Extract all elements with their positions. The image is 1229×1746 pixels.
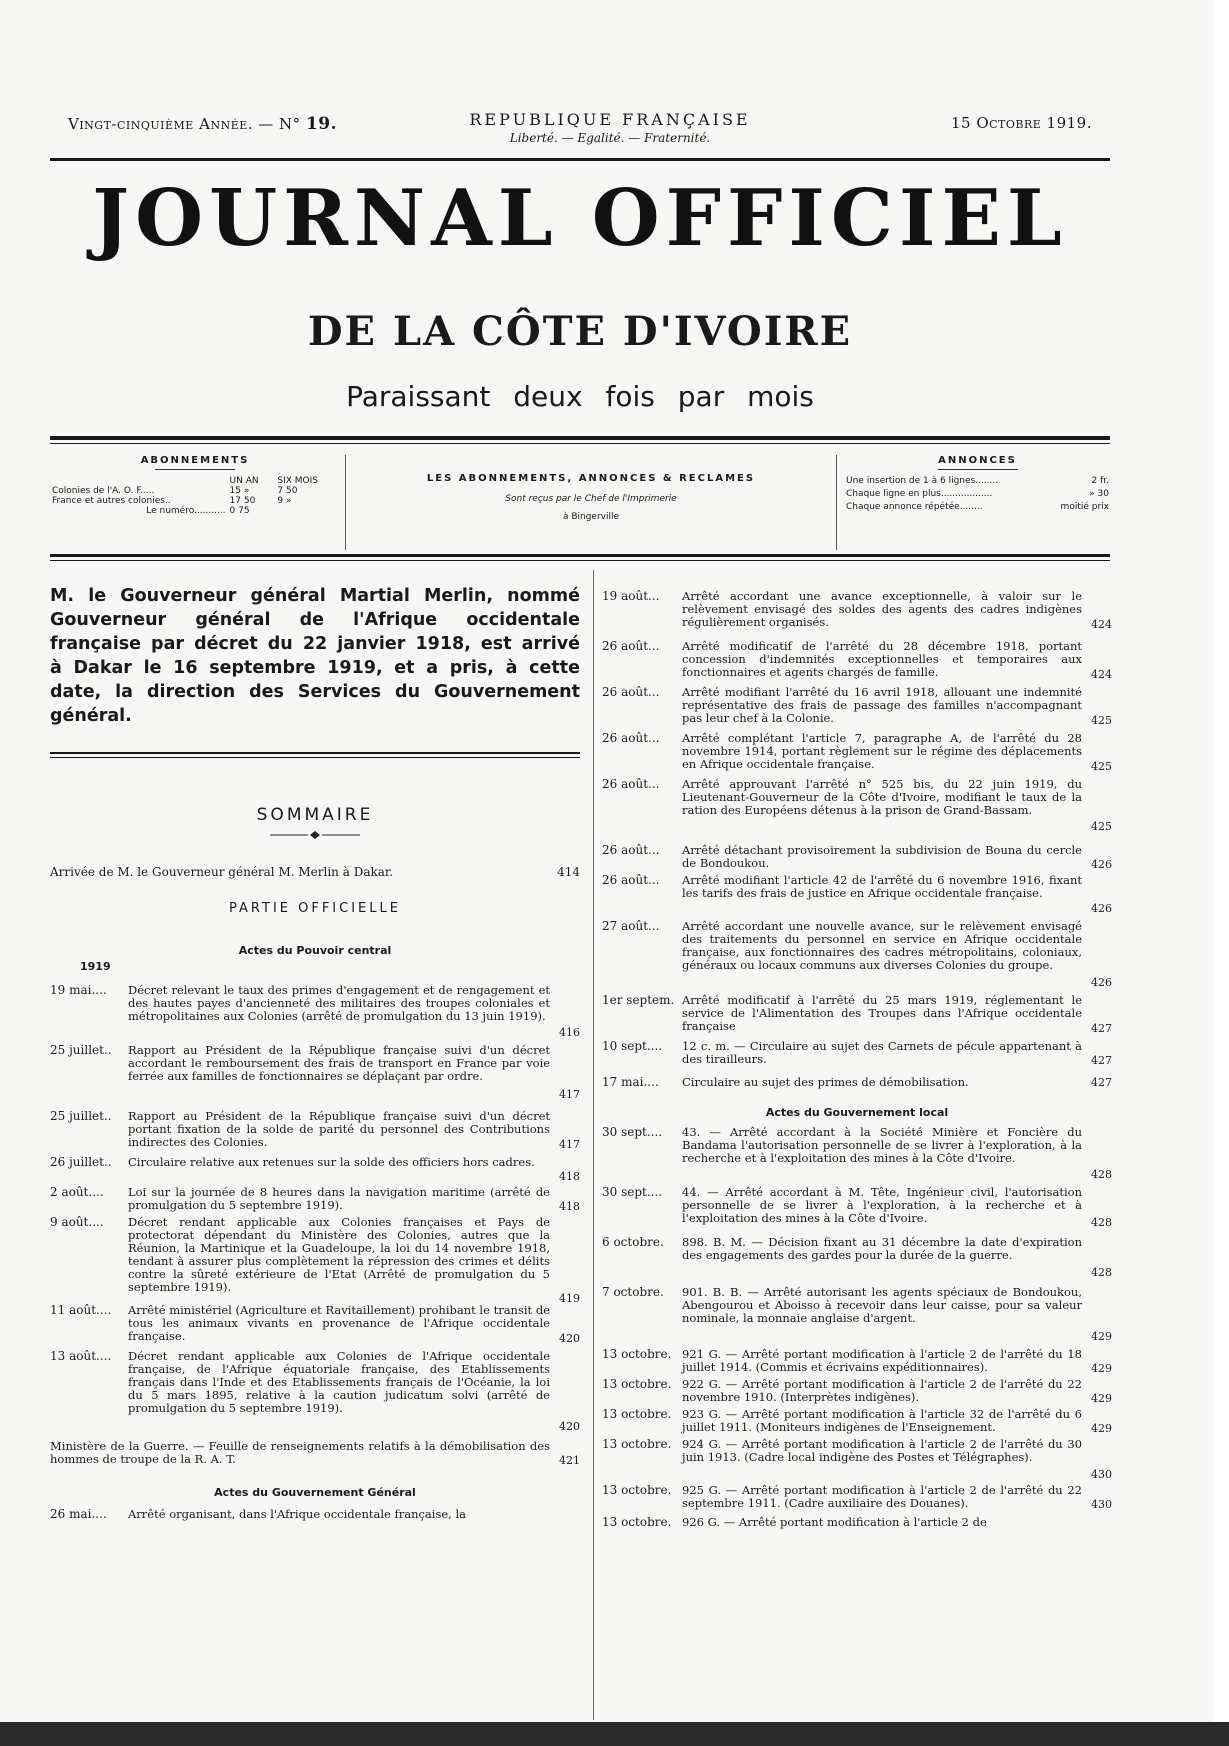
toc-date: 19 mai.... [50,983,107,997]
toc-date: 7 octobre. [602,1285,664,1299]
toc-entry[interactable] [50,1216,580,1306]
ad-rate-price: moitié prix [1060,502,1109,512]
toc-page: 425 [1091,714,1112,727]
reception-box [345,455,837,550]
ad-rate-label: Chaque ligne en plus.................. [846,489,993,499]
toc-entry[interactable] [602,1348,1112,1376]
row-year-price: 17 50 [229,496,256,506]
toc-page: 428 [1091,1216,1112,1229]
masthead-title: JOURNAL OFFICIEL [92,173,1068,264]
toc-date: 1er septem. [602,993,675,1007]
issue-date: 15 Octobre 1919. [950,114,1092,132]
reception-line: Sont reçus par le Chef de l'Imprimerie [505,494,677,504]
toc-page: 430 [1091,1498,1112,1511]
toc-date: 13 octobre. [602,1516,672,1529]
toc-entry[interactable] [602,590,1112,634]
toc-date: 19 août... [602,589,660,603]
toc-entry[interactable] [602,686,1112,726]
toc-entry[interactable] [602,1040,1112,1068]
toc-entry[interactable] [50,1110,580,1150]
subs-rule-thick [50,554,1110,557]
subscriptions-heading: ABONNEMENTS [140,455,250,466]
toc-date: 26 août... [602,873,660,887]
partie-officielle-heading: PARTIE OFFICIELLE [229,901,401,916]
toc-date: 25 juillet.. [50,1109,112,1123]
toc-date: 2 août.... [50,1185,104,1199]
toc-date: 13 octobre. [602,1347,672,1361]
toc-date: 25 juillet.. [50,1043,112,1057]
toc-date: 26 août... [602,731,660,745]
toc-page: 429 [1091,1362,1112,1375]
toc-entry[interactable] [602,844,1112,872]
toc-page: 426 [1091,902,1112,915]
toc-date: 30 sept.... [602,1185,663,1199]
toc-text: 901. B. B. — Arrêté autorisant les agents spéciaux de Bondoukou, Abengourou et Aboisso à recevoir dans leur caisse, pour sa valeur nominale, la monnaie anglaise d'argent. [682,1285,1082,1325]
edition-info [68,114,337,134]
toc-text: 898. B. M. — Décision fixant au 31 décembre la date d'expiration des engagements des gardes pour la durée de la guerre. [682,1235,1082,1262]
ad-rate-label: Une insertion de 1 à 6 lignes........ [846,476,999,486]
row-six-price: 7 50 [277,486,298,496]
sommaire-left-column [50,866,580,1706]
col-year: UN AN [229,476,259,486]
toc-entry[interactable] [50,1156,580,1184]
section-heading-pouvoir: Actes du Pouvoir central [238,944,392,957]
toc-date: 26 août... [602,685,660,699]
edition-number: 19. [305,114,338,134]
toc-page: 426 [1091,976,1112,989]
toc-entry[interactable] [602,874,1112,914]
section-heading-gouvernement-local: Actes du Gouvernement local [765,1106,949,1119]
toc-text: Circulaire relative aux retenues sur la solde des officiers hors cadres. [128,1155,535,1169]
heading-underline [938,469,1018,470]
toc-text: Arrêté accordant une avance exceptionnelle, à valoir sur le relèvement envisagé des soldes des agents des cadres indigènes régulièrement organisés. [682,589,1082,629]
toc-arrival-text: Arrivée de M. le Gouverneur général M. Merlin à Dakar. [50,865,394,879]
toc-text: 43. — Arrêté accordant à la Société Minière et Foncière du Bandama l'autorisation personnelle de se livrer à l'exploration, à la recherche et à l'exploitation des mines à la Côte d'Ivoire. [682,1125,1082,1165]
toc-entry[interactable] [602,1126,1112,1182]
toc-page: 428 [1091,1168,1112,1181]
republic-motto: Liberté. — Egalité. — Fraternité. [509,131,711,145]
toc-entry[interactable] [602,640,1112,680]
toc-page: 429 [1091,1422,1112,1435]
toc-entry[interactable] [602,1286,1112,1342]
col-six-months: SIX MOIS [277,476,319,486]
toc-text: Arrêté ministériel (Agriculture et Ravitaillement) prohibant le transit de tous les animaux vivants en provenance de l'Afrique occidentale française. [128,1303,550,1343]
toc-entry[interactable] [602,1438,1112,1482]
toc-page: 429 [1091,1392,1112,1405]
toc-text: Arrêté approuvant l'arrêté n° 525 bis, du 22 juin 1919, du Lieutenant-Gouverneur de la Côte d'Ivoire, modifiant le taux de la ration des Européens détenus à la prison de Grand-Bassam. [682,777,1082,817]
toc-text: Loi sur la journée de 8 heures dans la navigation maritime (arrêté de promulgation du 5 septembre 1919). [128,1185,550,1212]
toc-text: Ministère de la Guerre. — Feuille de renseignements relatifs à la démobilisation des hommes de troupe de la R. A. T. [50,1439,550,1466]
toc-page: 426 [1091,858,1112,871]
reception-place: à Bingerville [562,512,620,522]
republic-block [420,110,800,145]
toc-entry[interactable] [602,920,1112,990]
toc-text: 925 G. — Arrêté portant modification à l'article 2 de l'arrêté du 22 septembre 1911. (Cadre auxiliaire des Douanes). [682,1483,1082,1510]
toc-text: Arrêté modifiant l'arrêté du 16 avril 1918, allouant une indemnité représentative des frais de passage des familles n'accompagnant pas leur chef à la Colonie. [682,685,1082,725]
toc-page: 417 [559,1138,580,1151]
ad-rate [840,489,1115,499]
toc-date: 26 août... [602,777,660,791]
toc-entry[interactable] [50,1440,580,1468]
subs-rule-thin [50,560,1110,561]
toc-entry[interactable] [602,1076,1112,1092]
column-divider [593,570,594,1720]
toc-text: 923 G. — Arrêté portant modification à l'article 32 de l'arrêté du 6 juillet 1911. (Moniteurs indigènes de l'Enseignement. [682,1407,1082,1434]
toc-date: 10 sept.... [602,1039,663,1053]
subscription-row [50,486,340,496]
toc-entry[interactable] [602,1186,1112,1230]
row-six-price: 9 » [277,496,292,506]
toc-entry[interactable] [50,1508,580,1524]
edition-label: Vingt-cinquième Année. — N° [68,115,301,133]
toc-arrival-page: 414 [557,865,580,879]
toc-text: 12 c. m. — Circulaire au sujet des Carnets de pécule appartenant à des tirailleurs. [682,1039,1082,1066]
toc-date: 9 août.... [50,1215,104,1229]
toc-entry[interactable] [602,1516,1112,1532]
ad-rate-price: » 30 [1089,489,1109,499]
row-year-price: 15 » [229,486,250,496]
toc-entry[interactable] [602,994,1112,1034]
ad-rate-label: Chaque annonce répétée........ [846,502,983,512]
toc-page: 425 [1091,760,1112,773]
top-rule [50,158,1110,161]
toc-date: 26 août... [602,843,660,857]
announcement: M. le Gouverneur général Martial Merlin, nommé Gouverneur général de l'Afrique occidentale française par décret du 22 janvier 1918, est arrivé à Dakar le 16 septembre 1919, et a pris, à cette date, la direction des Services du Gouvernement général. [50,586,580,726]
toc-page: 427 [1091,1054,1112,1067]
row-label: France et autres colonies.. [52,496,171,506]
toc-page: 427 [1091,1076,1112,1089]
toc-text: 926 G. — Arrêté portant modification à l'article 2 de [682,1516,987,1529]
toc-page: 424 [1091,618,1112,631]
toc-text: Circulaire au sujet des primes de démobilisation. [682,1075,969,1089]
toc-text: 924 G. — Arrêté portant modification à l'article 2 de l'arrêté du 30 juin 1913. (Cadre local indigène des Postes et Télégraphes). [682,1437,1082,1464]
toc-date: 13 août.... [50,1349,112,1363]
subscriptions-table [50,476,340,516]
sommaire-right-column [602,590,1112,1710]
toc-date: 13 octobre. [602,1377,672,1391]
toc-entry[interactable] [50,1304,580,1344]
toc-page: 418 [559,1170,580,1183]
toc-entry[interactable] [602,732,1112,772]
announce-rule [50,752,580,754]
ad-rate-price: 2 fr. [1091,476,1109,486]
toc-date: 26 mai.... [50,1508,107,1521]
subscriptions-box [50,455,340,550]
toc-date: 30 sept.... [602,1125,663,1139]
ads-box [840,455,1115,550]
toc-text: Décret rendant applicable aux Colonies de l'Afrique occidentale française, de l'Afrique équatoriale française, des Etablissements français dans l'Inde et des Etablissements français de l'Océanie, la loi du 5 mars 1895, relative à la caution judicatum solvi (arrêté de promulgation du 5 septembre 1919). [128,1349,550,1415]
announce-rule-thin [50,757,580,758]
toc-page: 427 [1091,1022,1112,1035]
toc-text: 921 G. — Arrêté portant modification à l'article 2 de l'arrêté du 18 juillet 1914. (Commis et écrivains expéditionnaires). [682,1347,1082,1374]
single-issue-row [50,506,340,516]
toc-page: 420 [559,1420,580,1433]
toc-date: 13 octobre. [602,1483,672,1497]
toc-text: Rapport au Président de la République française suivi d'un décret accordant le remboursement des frais de transport en France par voie ferrée aux familles de fonctionnaires se déplaçant par ordre. [128,1043,550,1083]
header-top [60,110,1100,150]
toc-entry[interactable] [602,1408,1112,1436]
toc-page: 429 [1091,1330,1112,1343]
toc-entry[interactable] [50,1186,580,1214]
page-edge [1213,0,1229,1746]
toc-page: 416 [559,1026,580,1039]
toc-text: Décret rendant applicable aux Colonies françaises et Pays de protectorat dépendant du Ministère des Colonies, autres que la Réunion, la Martinique et la Guadeloupe, la loi du 14 novembre 1918, tendant à assurer plus complètement la répression des crimes et délits contre la sûreté extérieure de l'Etat (Arrêté de promulgation du 5 septembre 1919). [128,1215,550,1294]
ads-heading: ANNONCES [938,455,1017,466]
toc-page: 425 [1091,820,1112,833]
toc-text: Décret relevant le taux des primes d'engagement et de rengagement et des hautes payes d'ancienneté des militaires des troupes coloniales et métropolitaines aux Colonies (arrêté de promulgation du 13 juin 1919). [128,983,550,1023]
single-label: Le numéro........... [146,506,226,516]
toc-date: 27 août... [602,919,660,933]
ornament-icon [270,830,360,840]
toc-text: Arrêté modificatif de l'arrêté du 28 décembre 1918, portant concession d'indemnités exceptionnelles et temporaires aux fonctionnaires et agents chargés de famille. [682,639,1082,679]
toc-date: 13 octobre. [602,1407,672,1421]
toc-entry[interactable] [50,1349,580,1433]
ad-rate [840,502,1115,512]
subscription-row [50,496,340,506]
toc-page: 417 [559,1088,580,1101]
toc-page: 428 [1091,1266,1112,1279]
toc-text: Arrêté détachant provisoirement la subdivision de Bouna du cercle de Bondoukou. [682,843,1082,870]
masthead-rule-thin [50,443,1110,444]
toc-page: 419 [559,1292,580,1305]
toc-entry[interactable] [50,1044,580,1100]
single-price: 0 75 [229,506,250,516]
toc-text: Arrêté accordant une nouvelle avance, sur le relèvement envisagé des traitements du personnel en service en Afrique occidentale française, aux fonctionnaires des cadres métropolitains, coloniaux, généraux ou locaux communs aux diverses Colonies du groupe. [682,919,1082,972]
toc-page: 418 [559,1200,580,1213]
toc-text: 922 G. — Arrêté portant modification à l'article 2 de l'arrêté du 22 novembre 1910. (Interprètes indigènes). [682,1377,1082,1404]
toc-date: 11 août.... [50,1303,112,1317]
toc-page: 420 [559,1332,580,1345]
scan-border [0,1722,1229,1746]
row-label: Colonies de l'A. O. F..... [52,486,155,496]
masthead-rule-thick [50,436,1110,440]
toc-entry[interactable] [50,984,580,1040]
toc-date: 26 juillet.. [50,1155,112,1169]
ad-rate [840,476,1115,486]
year-heading: 1919 [80,960,111,973]
toc-entry[interactable] [602,1484,1112,1512]
reception-heading: LES ABONNEMENTS, ANNONCES & RECLAMES [426,473,756,484]
toc-entry[interactable] [602,1236,1112,1280]
section-heading-gouvernement-general: Actes du Gouvernement Général [214,1486,416,1499]
republic-name: REPUBLIQUE FRANÇAISE [469,110,751,129]
toc-page: 430 [1091,1468,1112,1481]
heading-underline [155,469,235,470]
masthead-tagline: Paraissant deux fois par mois [346,380,814,413]
toc-text: Arrêté complétant l'article 7, paragraphe A, de l'arrêté du 28 novembre 1914, portant règlement sur le régime des déplacements en Afrique occidentale française. [682,731,1082,771]
sommaire-title: SOMMAIRE [256,805,374,825]
toc-entry[interactable] [602,778,1112,834]
toc-text: Arrêté modifiant l'article 42 de l'arrêté du 6 novembre 1916, fixant les tarifs des frais de justice en Afrique occidentale française. [682,873,1082,900]
masthead-subtitle: DE LA CÔTE D'IVOIRE [307,308,853,355]
toc-date: 6 octobre. [602,1235,664,1249]
toc-date: 26 août... [602,639,660,653]
toc-text: 44. — Arrêté accordant à M. Tête, Ingénieur civil, l'autorisation personnelle de se livrer à l'exploration, à la recherche et à l'exploitation des mines à la Côte d'Ivoire. [682,1185,1082,1225]
toc-text: Arrêté modificatif à l'arrêté du 25 mars 1919, réglementant le service de l'Alimentation des Troupes dans l'Afrique occidentale française [682,993,1082,1033]
toc-entry[interactable] [602,1378,1112,1406]
toc-date: 13 octobre. [602,1437,672,1451]
toc-date: 17 mai.... [602,1075,659,1089]
toc-text: Arrêté organisant, dans l'Afrique occidentale française, la [128,1508,467,1521]
toc-text: Rapport au Président de la République française suivi d'un décret portant fixation de la solde de parité du personnel des Contributions indirectes des Colonies. [128,1109,550,1149]
toc-page: 424 [1091,668,1112,681]
toc-page: 421 [559,1454,580,1467]
